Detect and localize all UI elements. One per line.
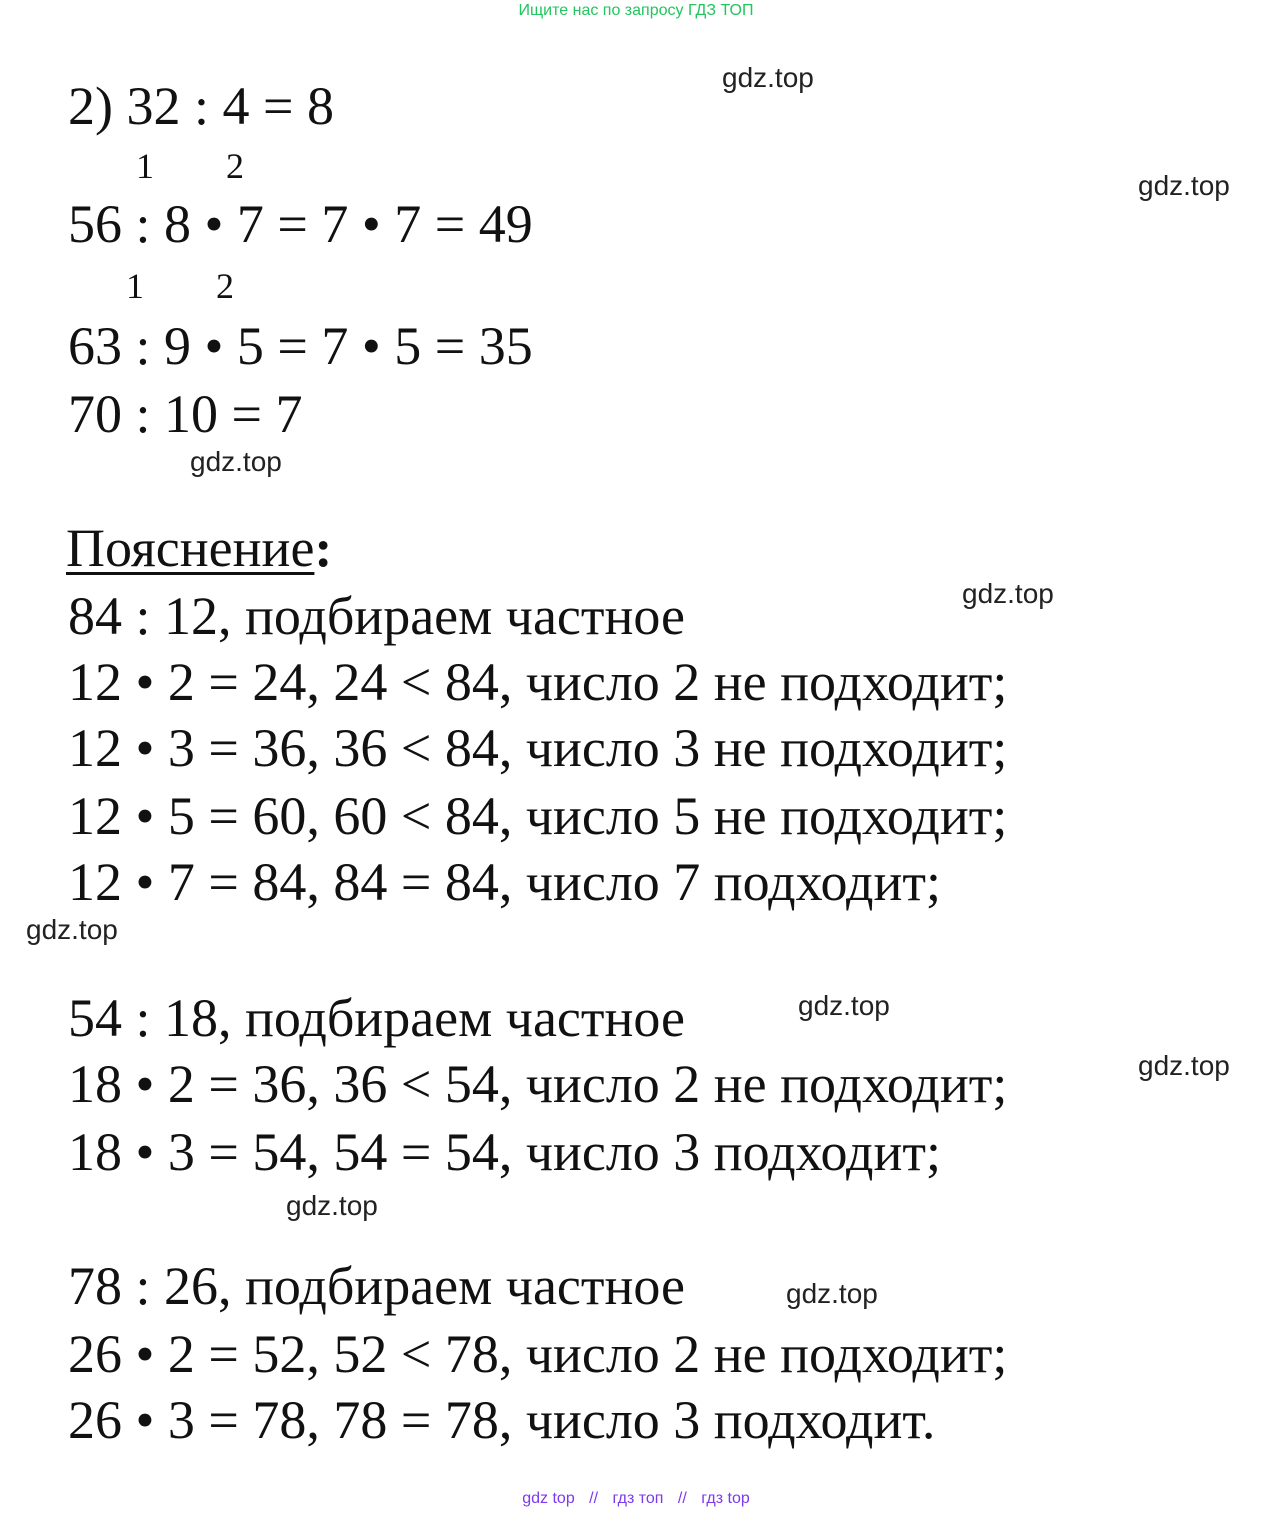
operation-order-2b: 2 [216, 266, 234, 306]
explanation-line: 12 • 5 = 60, 60 < 84, число 5 не подходит; [68, 786, 1008, 846]
footer-link[interactable]: гдз топ [612, 1490, 664, 1507]
watermark: gdz.top [286, 1190, 378, 1221]
operation-order-1a: 1 [136, 146, 154, 186]
explanation-line: 12 • 2 = 24, 24 < 84, число 2 не подходит; [68, 652, 1008, 712]
footer-link[interactable]: gdz top [522, 1490, 575, 1507]
explanation-line: 18 • 3 = 54, 54 = 54, число 3 подходит; [68, 1122, 941, 1182]
operation-order-2a: 1 [126, 266, 144, 306]
explanation-line: 26 • 3 = 78, 78 = 78, число 3 подходит. [68, 1390, 936, 1450]
explanation-line: 26 • 2 = 52, 52 < 78, число 2 не подходит; [68, 1324, 1008, 1384]
explanation-line: 12 • 3 = 36, 36 < 84, число 3 не подходит; [68, 718, 1008, 778]
explanation-line: 54 : 18, подбираем частное [68, 988, 686, 1048]
footer-links [0, 1488, 1272, 1510]
watermark: gdz.top [26, 914, 118, 945]
explanation-line: 12 • 7 = 84, 84 = 84, число 7 подходит; [68, 852, 941, 912]
operation-order-1b: 2 [226, 146, 244, 186]
solution-line-4: 70 : 10 = 7 [68, 384, 303, 444]
top-banner: Ищите нас по запросу ГДЗ ТОП [518, 2, 754, 19]
explanation-heading-text: Пояснение [66, 518, 315, 578]
explanation-line: 84 : 12, подбираем частное [68, 586, 686, 646]
solution-line-1: 2) 32 : 4 = 8 [68, 76, 334, 136]
watermark: gdz.top [190, 446, 282, 477]
solution-line-2: 56 : 8 • 7 = 7 • 7 = 49 [68, 194, 533, 254]
watermark: gdz.top [1138, 1050, 1230, 1081]
watermark: gdz.top [962, 578, 1054, 609]
explanation-heading-colon: : [314, 518, 333, 578]
solution-line-3: 63 : 9 • 5 = 7 • 5 = 35 [68, 316, 533, 376]
watermark: gdz.top [798, 990, 890, 1021]
footer-link[interactable]: гдз top [701, 1490, 750, 1507]
watermark: gdz.top [722, 62, 814, 93]
explanation-heading [66, 518, 332, 578]
footer-separator: // [677, 1490, 687, 1507]
explanation-line: 78 : 26, подбираем частное [68, 1256, 686, 1316]
footer-separator: // [589, 1490, 599, 1507]
explanation-line: 18 • 2 = 36, 36 < 54, число 2 не подходит; [68, 1054, 1008, 1114]
watermark: gdz.top [1138, 170, 1230, 201]
watermark: gdz.top [786, 1278, 878, 1309]
